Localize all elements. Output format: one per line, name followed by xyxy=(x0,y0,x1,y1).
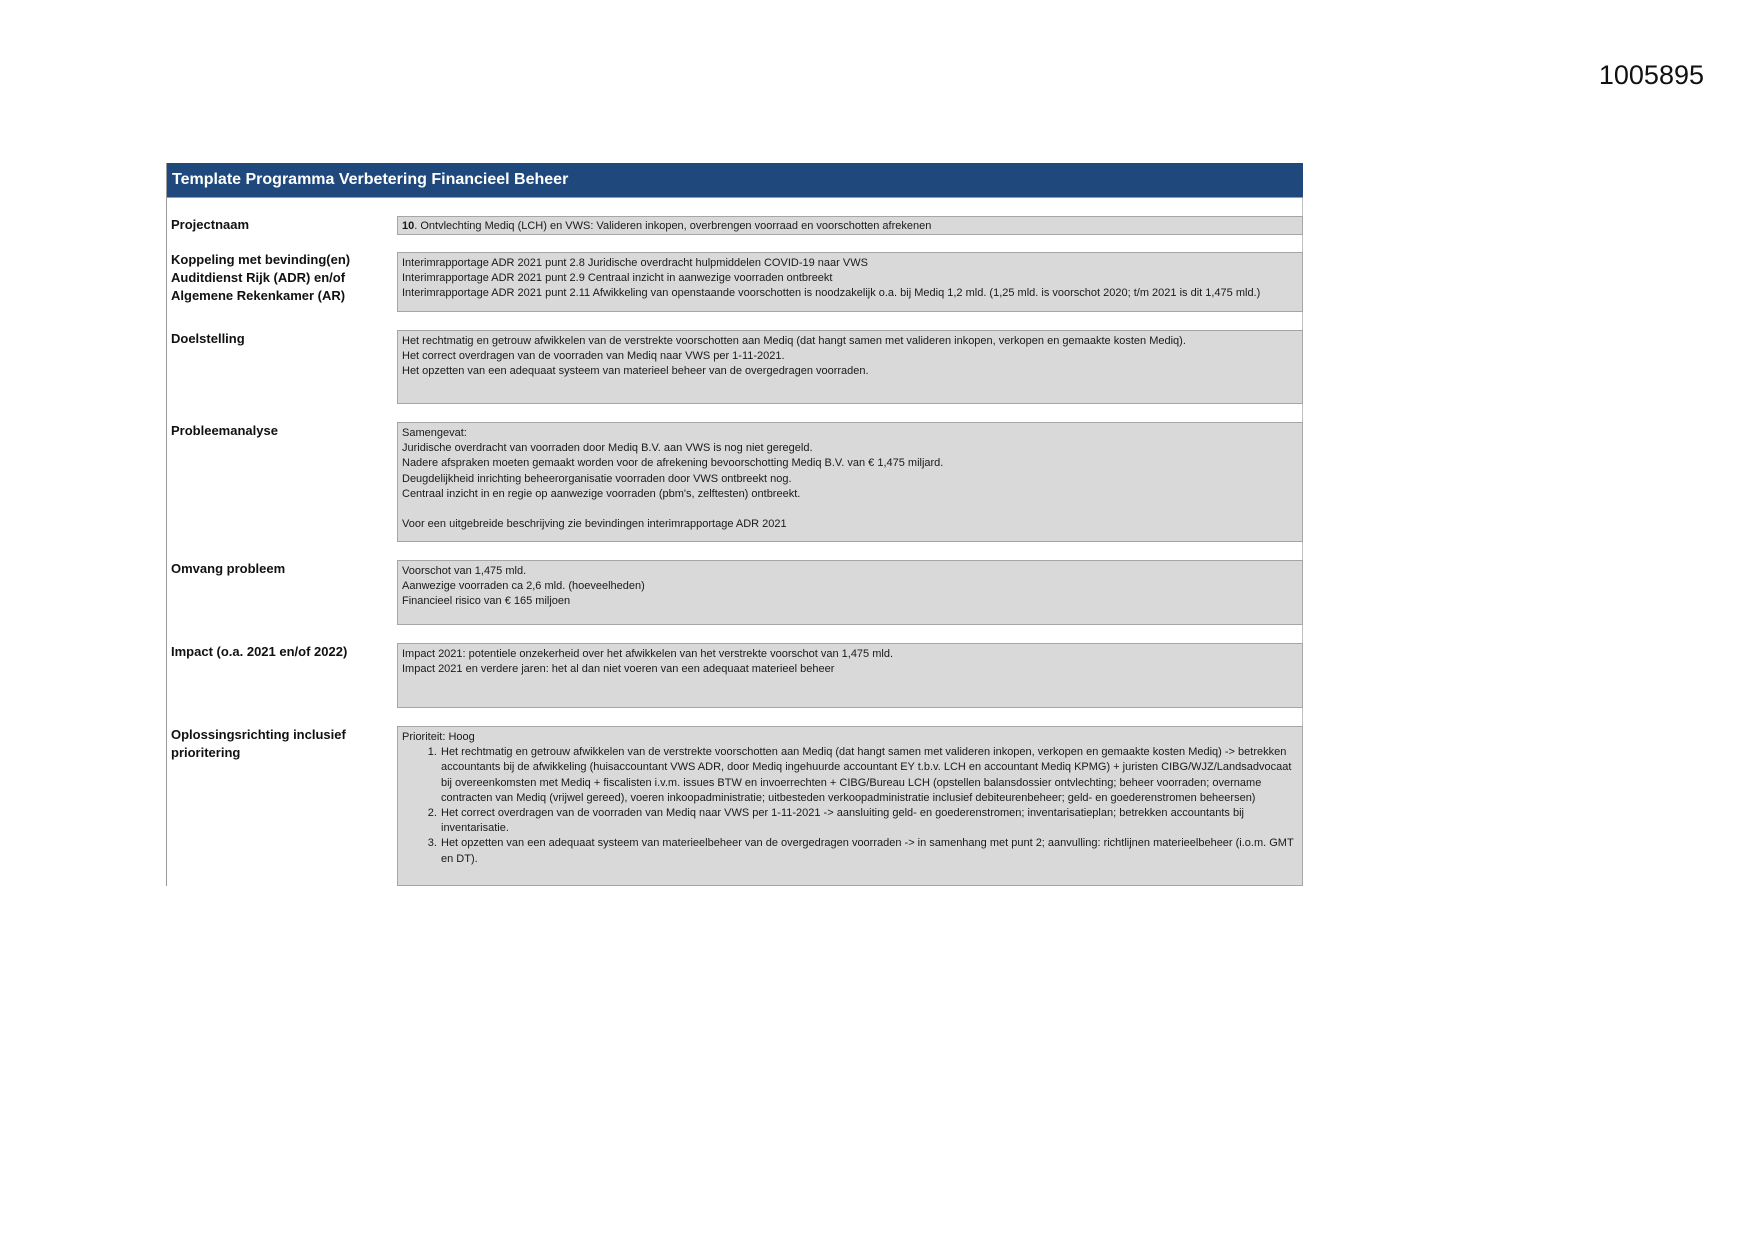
probleemanalyse-line: Juridische overdracht van voorraden door Mediq B.V. aan VWS is nog niet geregeld. xyxy=(402,442,813,455)
oplossing-item: 1. Het rechtmatig en getrouw afwikkelen van de verstrekte voorschotten aan Mediq (dat hangt samen met valideren inkopen, verkopen en gemaakte kosten Mediq) -> betrekken accountants bij de afwikkeling (huisaccountant VWS ADR, door Mediq ingehuurde accountant EY t.b.v. LCH en accountant Mediq KPMG) + juristen CIBG/WJZ/Landsadvocaat bij overeenkomsten met Mediq + fiscalisten i.v.m. issues BTW en invoerrechten + CIBG/Bureau LCH (opstellen balansdossier ontvlechting; beheer voorraden; overname contracten van Mediq (vrijwel gereed), voeren inkoopadministratie; uitbesteden verkoopadministratie inclusief debiteurenbeheer; geld- en goederenstromen beheersen) xyxy=(440,745,1298,806)
label-oplossing: Oplossingsrichting inclusief prioritering xyxy=(171,727,346,760)
impact-line: Impact 2021: potentiele onzekerheid over het afwikkelen van het verstrekte voorschot van 1,475 mld. xyxy=(402,648,894,660)
spacer-row xyxy=(397,542,1303,560)
template-sheet xyxy=(166,163,1303,886)
doelstelling-line: Het rechtmatig en getrouw afwikkelen van de verstrekte voorschotten aan Mediq (dat hangt samen met valideren inkopen, verkopen en gemaakte kosten Mediq). xyxy=(402,335,1186,347)
spacer-row xyxy=(397,404,1303,422)
label-probleemanalyse: Probleemanalyse xyxy=(171,423,278,438)
oplossing-item: 2. Het correct overdragen van de voorraden van Mediq naar VWS per 1-11-2021 -> aansluiting geld- en goederenstromen; inventarisatieplan; betrekken accountants bij inventarisatie. xyxy=(440,806,1298,836)
cell-omvang[interactable] xyxy=(397,560,1303,625)
omvang-line: Financieel risico van € 165 miljoen xyxy=(402,595,571,608)
label-koppeling: Koppeling met bevinding(en) Auditdienst Rijk (ADR) en/of Algemene Rekenkamer (AR) xyxy=(171,252,351,303)
spacer-row xyxy=(397,235,1303,252)
oplossing-list xyxy=(402,745,1298,867)
project-name: . Ontvlechting Mediq (LCH) en VWS: Valideren inkopen, overbrengen voorraad en voorschotten afrekenen xyxy=(414,220,932,232)
koppeling-line: Interimrapportage ADR 2021 punt 2.9 Centraal inzicht in aanwezige voorraden ontbreekt xyxy=(402,272,833,285)
probleemanalyse-line: Centraal inzicht in en regie op aanwezige voorraden (pbm's, zelftesten) ontbreekt. xyxy=(402,487,801,500)
doelstelling-line: Het opzetten van een adequaat systeem van materieel beheer van de overgedragen voorraden. xyxy=(402,365,869,378)
document-number: 1005895 xyxy=(1598,60,1704,90)
template-title: Template Programma Verbetering Financieel Beheer xyxy=(167,163,1303,197)
probleemanalyse-line: Deugdelijkheid inrichting beheerorganisatie voorraden door VWS ontbreekt nog. xyxy=(402,472,792,485)
cell-impact[interactable] xyxy=(397,643,1303,708)
oplossing-priority: Prioriteit: Hoog xyxy=(402,731,475,743)
cell-probleemanalyse[interactable] xyxy=(397,422,1303,542)
cell-oplossing[interactable] xyxy=(397,726,1303,886)
probleemanalyse-note: Voor een uitgebreide beschrijving zie bevindingen interimrapportage ADR 2021 xyxy=(402,518,787,531)
probleemanalyse-line: Nadere afspraken moeten gemaakt worden voor de afrekening bevoorschotting Mediq B.V. van € 1,475 miljard. xyxy=(402,457,944,470)
koppeling-line: Interimrapportage ADR 2021 punt 2.11 Afwikkeling van openstaande voorschotten is noodzakelijk o.a. bij Mediq 1,2 mld. (1,25 mld. is voorschot 2020; t/m 2021 is dit 1,475 mld.) xyxy=(402,287,1261,300)
omvang-line: Voorschot van 1,475 mld. xyxy=(402,565,527,577)
cell-doelstelling[interactable] xyxy=(397,330,1303,404)
project-number: 10 xyxy=(402,220,415,232)
label-impact: Impact (o.a. 2021 en/of 2022) xyxy=(171,644,348,659)
label-projectnaam: Projectnaam xyxy=(171,217,250,232)
impact-line: Impact 2021 en verdere jaren: het al dan niet voeren van een adequaat materieel beheer xyxy=(402,663,835,676)
spacer-row xyxy=(397,708,1303,726)
omvang-line: Aanwezige voorraden ca 2,6 mld. (hoeveelheden) xyxy=(402,580,645,593)
blank-line xyxy=(402,502,1298,517)
probleemanalyse-line: Samengevat: xyxy=(402,427,467,439)
spacer-row xyxy=(397,198,1303,216)
label-omvang: Omvang probleem xyxy=(171,561,286,576)
spacer-row xyxy=(397,625,1303,643)
cell-koppeling[interactable] xyxy=(397,252,1303,312)
spacer-row xyxy=(397,312,1303,330)
cell-projectnaam[interactable] xyxy=(397,216,1303,235)
koppeling-line: Interimrapportage ADR 2021 punt 2.8 Juridische overdracht hulpmiddelen COVID-19 naar VWS xyxy=(402,257,868,269)
doelstelling-line: Het correct overdragen van de voorraden van Mediq naar VWS per 1-11-2021. xyxy=(402,350,785,363)
oplossing-item: 3. Het opzetten van een adequaat systeem van materieelbeheer van de overgedragen voorraden -> in samenhang met punt 2; aanvulling: richtlijnen materieelbeheer (i.o.m. GMT en DT). xyxy=(440,836,1298,866)
label-doelstelling: Doelstelling xyxy=(171,331,245,346)
